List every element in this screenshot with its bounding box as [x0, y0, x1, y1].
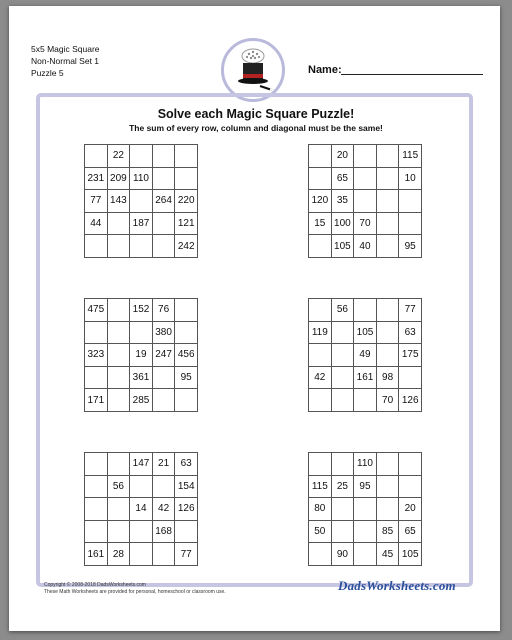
brand-logo: DadsWorksheets.com [338, 578, 456, 593]
grid-cell[interactable] [130, 235, 153, 258]
grid-cell: 20 [331, 145, 354, 168]
grid-cell[interactable] [354, 145, 377, 168]
grid-row [85, 235, 198, 258]
grid-cell: 70 [376, 389, 399, 412]
grid-cell[interactable] [152, 167, 175, 190]
grid-cell[interactable] [130, 520, 153, 543]
grid-cell: 105 [331, 235, 354, 258]
usage-note: These Math Worksheets are provided for personal, homeschool or classroom use. [44, 589, 226, 595]
grid-cell: 63 [399, 321, 422, 344]
grid-cell[interactable] [85, 520, 108, 543]
grid-cell: 28 [107, 543, 130, 566]
grid-cell[interactable] [152, 366, 175, 389]
grid-cell: 40 [354, 235, 377, 258]
grid-cell[interactable] [130, 145, 153, 168]
grid-cell[interactable] [354, 190, 377, 213]
grid-row [85, 167, 198, 190]
grid-cell[interactable] [309, 389, 332, 412]
grid-cell: 209 [107, 167, 130, 190]
grid-cell: 152 [130, 299, 153, 322]
grid-row [309, 520, 422, 543]
grid-cell: 175 [399, 344, 422, 367]
grid-cell[interactable] [152, 145, 175, 168]
grid-cell: 56 [331, 299, 354, 322]
grid-cell: 65 [331, 167, 354, 190]
magic-square-1 [84, 144, 198, 258]
grid-cell[interactable] [85, 453, 108, 476]
grid-cell[interactable] [331, 321, 354, 344]
grid-cell[interactable] [107, 235, 130, 258]
grid-cell[interactable] [354, 520, 377, 543]
grid-cell[interactable] [309, 145, 332, 168]
grid-row [309, 453, 422, 476]
grid-cell: 161 [85, 543, 108, 566]
grid-cell: 85 [376, 520, 399, 543]
grid-cell: 19 [130, 344, 153, 367]
magic-square-2 [308, 144, 422, 258]
grid-cell: 126 [399, 389, 422, 412]
grid-row [309, 475, 422, 498]
grid-cell[interactable] [85, 145, 108, 168]
grid-cell[interactable] [376, 321, 399, 344]
grid-cell: 285 [130, 389, 153, 412]
grid-cell[interactable] [399, 190, 422, 213]
grid-cell: 15 [309, 212, 332, 235]
grid-cell[interactable] [376, 299, 399, 322]
grid-cell: 171 [85, 389, 108, 412]
grid-cell: 14 [130, 498, 153, 521]
grid-cell[interactable] [399, 212, 422, 235]
grid-cell: 105 [399, 543, 422, 566]
grid-cell: 247 [152, 344, 175, 367]
grid-cell[interactable] [175, 389, 198, 412]
page-subtitle: The sum of every row, column and diagonal must be the same! [129, 123, 383, 133]
grid-cell[interactable] [376, 190, 399, 213]
name-field[interactable] [341, 74, 483, 75]
magic-square-3 [84, 298, 198, 412]
grid-cell: 42 [152, 498, 175, 521]
grid-cell[interactable] [331, 366, 354, 389]
grid-cell[interactable] [354, 498, 377, 521]
grid-cell[interactable] [376, 235, 399, 258]
grid-cell: 220 [175, 190, 198, 213]
grid-cell[interactable] [309, 167, 332, 190]
grid-cell: 77 [85, 190, 108, 213]
grid-cell[interactable] [309, 453, 332, 476]
grid-cell[interactable] [309, 344, 332, 367]
puzzle-number: Puzzle 5 [31, 68, 64, 78]
grid-cell: 361 [130, 366, 153, 389]
grid-cell: 20 [399, 498, 422, 521]
grid-cell[interactable] [376, 344, 399, 367]
grid-cell: 119 [309, 321, 332, 344]
worksheet-header [31, 43, 100, 79]
grid-row [309, 543, 422, 566]
grid-row [309, 167, 422, 190]
grid-cell[interactable] [107, 389, 130, 412]
grid-cell[interactable] [399, 366, 422, 389]
grid-cell: 323 [85, 344, 108, 367]
grid-cell: 63 [175, 453, 198, 476]
grid-cell[interactable] [376, 145, 399, 168]
magic-square-6 [308, 452, 422, 566]
grid-cell: 143 [107, 190, 130, 213]
grid-cell[interactable] [152, 389, 175, 412]
grid-cell[interactable] [107, 498, 130, 521]
grid-cell: 44 [85, 212, 108, 235]
grid-cell[interactable] [175, 167, 198, 190]
grid-row [85, 475, 198, 498]
grid-cell: 475 [85, 299, 108, 322]
grid-cell[interactable] [175, 321, 198, 344]
grid-row [85, 366, 198, 389]
grid-cell[interactable] [130, 475, 153, 498]
grid-cell: 80 [309, 498, 332, 521]
grid-row [85, 190, 198, 213]
grid-cell[interactable] [376, 475, 399, 498]
grid-cell: 154 [175, 475, 198, 498]
grid-cell: 49 [354, 344, 377, 367]
magic-square-5 [84, 452, 198, 566]
grid-row [309, 145, 422, 168]
grid-cell[interactable] [309, 299, 332, 322]
grid-cell[interactable] [107, 212, 130, 235]
copyright-text: Copyright © 2008-2018 DadsWorksheets.com [44, 582, 146, 588]
grid-cell[interactable] [107, 344, 130, 367]
grid-cell[interactable] [107, 321, 130, 344]
grid-cell[interactable] [152, 475, 175, 498]
grid-cell[interactable] [175, 299, 198, 322]
grid-row [85, 212, 198, 235]
grid-cell: 110 [130, 167, 153, 190]
grid-cell: 105 [354, 321, 377, 344]
grid-cell: 100 [331, 212, 354, 235]
grid-row [85, 389, 198, 412]
grid-row [309, 299, 422, 322]
grid-cell[interactable] [354, 167, 377, 190]
grid-cell[interactable] [376, 167, 399, 190]
grid-row [309, 190, 422, 213]
grid-cell[interactable] [331, 389, 354, 412]
grid-cell[interactable] [399, 475, 422, 498]
grid-cell[interactable] [152, 543, 175, 566]
grid-cell: 98 [376, 366, 399, 389]
grid-cell[interactable] [85, 321, 108, 344]
worksheet-type: 5x5 Magic Square [31, 44, 100, 54]
grid-cell: 77 [399, 299, 422, 322]
grid-cell: 65 [399, 520, 422, 543]
grid-cell[interactable] [376, 498, 399, 521]
grid-cell: 161 [354, 366, 377, 389]
page-title: Solve each Magic Square Puzzle! [157, 107, 355, 121]
grid-row [85, 543, 198, 566]
grid-row [85, 145, 198, 168]
worksheet-set: Non-Normal Set 1 [31, 56, 100, 66]
magic-square-4 [308, 298, 422, 412]
grid-cell: 264 [152, 190, 175, 213]
grid-cell: 242 [175, 235, 198, 258]
grid-cell: 76 [152, 299, 175, 322]
grid-row [85, 299, 198, 322]
grid-cell[interactable] [309, 543, 332, 566]
grid-row [85, 321, 198, 344]
name-label: Name: [308, 64, 342, 76]
grid-cell[interactable] [85, 475, 108, 498]
grid-cell[interactable] [354, 299, 377, 322]
grid-cell[interactable] [130, 321, 153, 344]
grid-cell[interactable] [107, 453, 130, 476]
grid-cell[interactable] [152, 235, 175, 258]
grid-cell[interactable] [331, 453, 354, 476]
grid-cell[interactable] [107, 366, 130, 389]
grid-cell[interactable] [175, 145, 198, 168]
grid-cell: 456 [175, 344, 198, 367]
grid-cell[interactable] [331, 498, 354, 521]
grid-cell: 187 [130, 212, 153, 235]
grid-row [309, 212, 422, 235]
grid-row [85, 520, 198, 543]
grid-cell[interactable] [354, 543, 377, 566]
grid-cell: 77 [175, 543, 198, 566]
grid-cell: 95 [175, 366, 198, 389]
grid-cell: 120 [309, 190, 332, 213]
grid-cell: 35 [331, 190, 354, 213]
grid-cell: 380 [152, 321, 175, 344]
grid-cell[interactable] [376, 212, 399, 235]
grid-row [85, 453, 198, 476]
grid-cell: 21 [152, 453, 175, 476]
grid-cell[interactable] [107, 299, 130, 322]
grid-cell: 56 [107, 475, 130, 498]
grid-row [85, 344, 198, 367]
grid-cell[interactable] [376, 453, 399, 476]
grid-cell[interactable] [85, 366, 108, 389]
grid-cell: 110 [354, 453, 377, 476]
grid-cell[interactable] [175, 520, 198, 543]
grid-row [309, 498, 422, 521]
grid-row [309, 366, 422, 389]
grid-cell: 90 [331, 543, 354, 566]
grid-cell: 95 [354, 475, 377, 498]
grid-cell: 115 [309, 475, 332, 498]
grid-cell[interactable] [331, 520, 354, 543]
grid-cell: 50 [309, 520, 332, 543]
grid-cell: 95 [399, 235, 422, 258]
grid-cell[interactable] [354, 389, 377, 412]
grid-cell[interactable] [331, 344, 354, 367]
grid-row [309, 344, 422, 367]
grid-cell[interactable] [130, 543, 153, 566]
grid-cell[interactable] [107, 520, 130, 543]
grid-cell[interactable] [399, 453, 422, 476]
grid-cell: 25 [331, 475, 354, 498]
grid-cell: 147 [130, 453, 153, 476]
grid-cell[interactable] [152, 212, 175, 235]
grid-cell: 168 [152, 520, 175, 543]
grid-cell: 70 [354, 212, 377, 235]
footer [44, 582, 226, 596]
grid-cell[interactable] [85, 498, 108, 521]
grid-cell: 231 [85, 167, 108, 190]
grid-cell: 10 [399, 167, 422, 190]
grid-cell: 126 [175, 498, 198, 521]
grid-cell: 115 [399, 145, 422, 168]
grid-cell: 22 [107, 145, 130, 168]
grid-cell: 42 [309, 366, 332, 389]
grid-row [309, 389, 422, 412]
grid-cell[interactable] [130, 190, 153, 213]
grid-cell[interactable] [85, 235, 108, 258]
grid-cell: 45 [376, 543, 399, 566]
grid-cell: 121 [175, 212, 198, 235]
grid-cell[interactable] [309, 235, 332, 258]
grid-row [309, 235, 422, 258]
grid-row [309, 321, 422, 344]
grid-row [85, 498, 198, 521]
